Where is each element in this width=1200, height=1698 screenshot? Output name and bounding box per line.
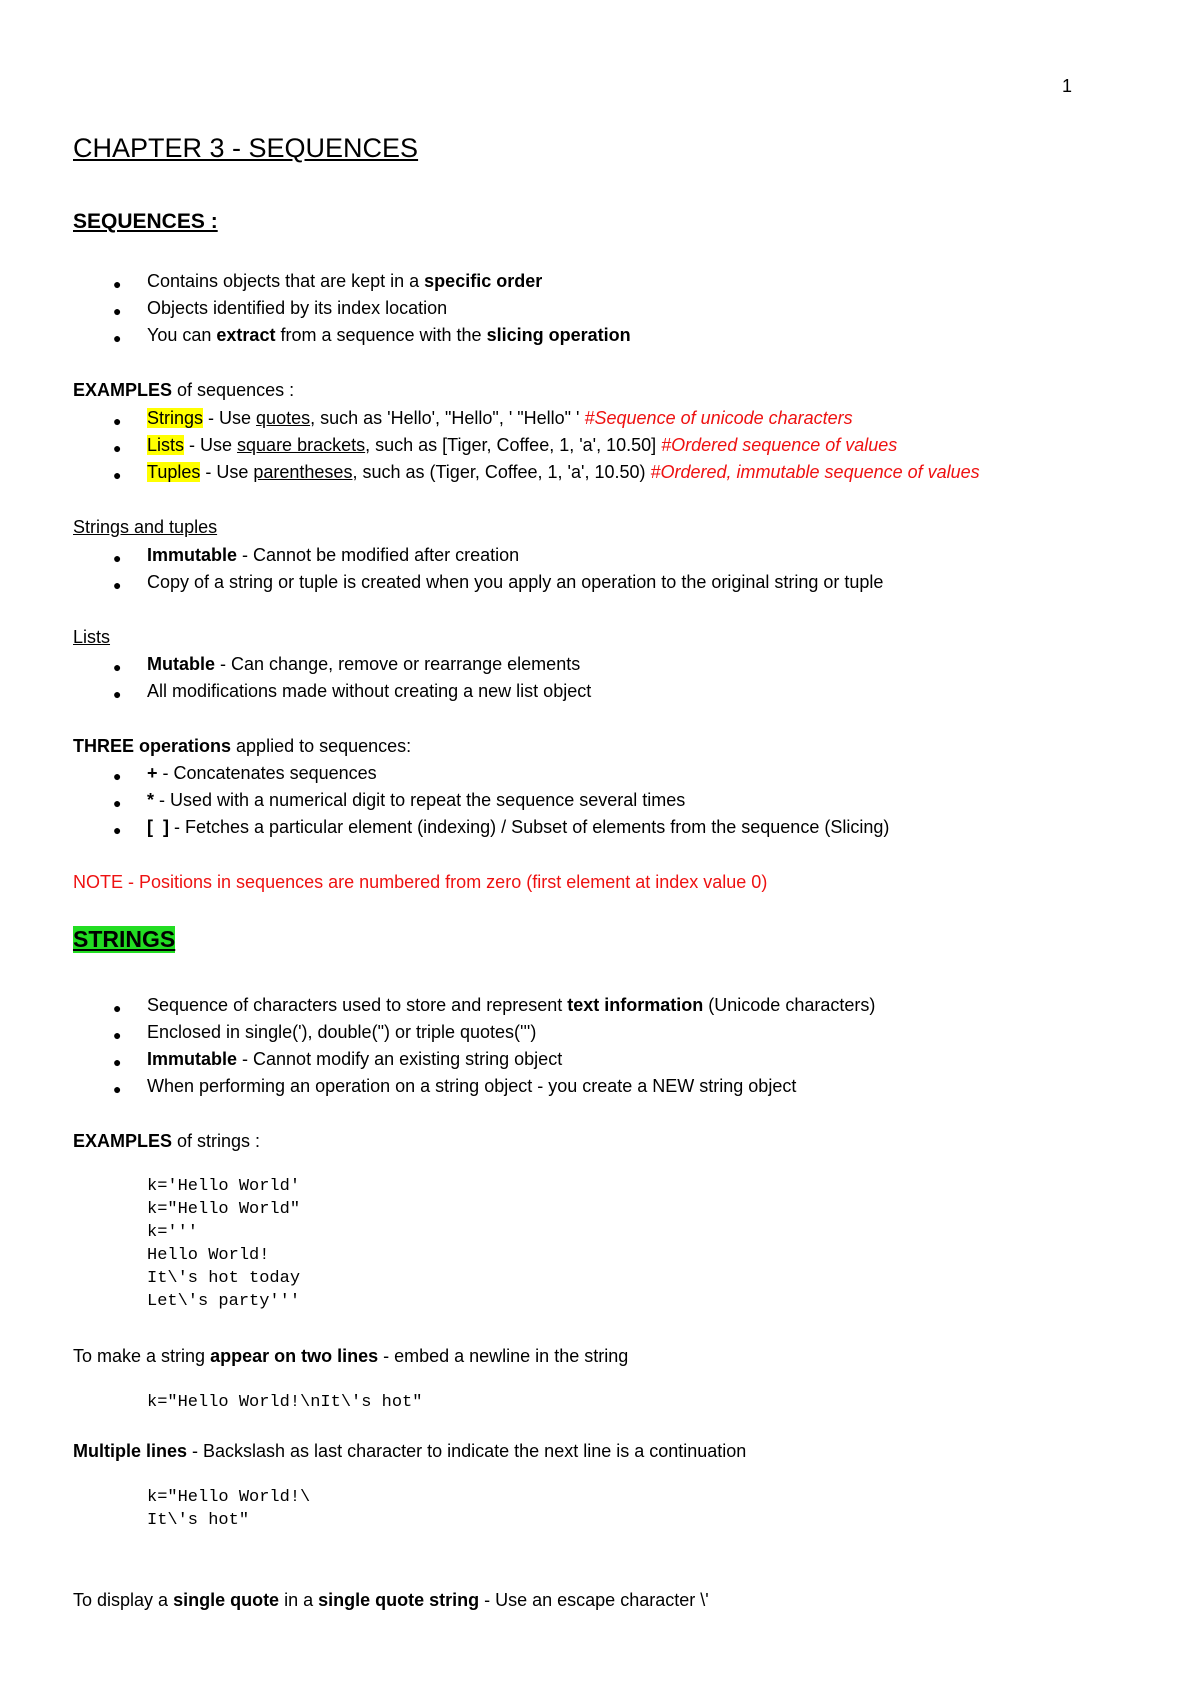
list-item: Enclosed in single('), double(") or triple quotes(''') — [147, 1022, 537, 1042]
code-block: k="Hello World!\ It\'s hot" — [147, 1488, 311, 1530]
list-item: Copy of a string or tuple is created when you apply an operation to the original string or tuple — [147, 572, 884, 592]
list-item: Tuples - Use parentheses, such as (Tiger, Coffee, 1, 'a', 10.50) #Ordered, immutable sequence of values — [147, 462, 980, 482]
two-lines-text: To make a string appear on two lines - embed a newline in the string — [73, 1346, 629, 1366]
strings-heading: STRINGS — [73, 926, 176, 952]
bullet-icon: ● — [113, 440, 122, 456]
list-item: All modifications made without creating a new list object — [147, 681, 592, 701]
bullet-icon: ● — [113, 330, 122, 346]
sequences-heading: SEQUENCES : — [73, 210, 218, 233]
list-item: Objects identified by its index location — [147, 298, 448, 318]
list-item: Contains objects that are kept in a specific order — [147, 271, 543, 291]
list-item: Mutable - Can change, remove or rearrange elements — [147, 654, 581, 674]
list-item: Immutable - Cannot be modified after creation — [147, 545, 520, 565]
bullet-icon: ● — [113, 686, 122, 702]
examples-sequences-label: EXAMPLES of sequences : — [73, 380, 295, 400]
bullet-icon: ● — [113, 303, 122, 319]
bullet-icon: ● — [113, 577, 122, 593]
lists-heading: Lists — [73, 627, 111, 647]
list-item: * - Used with a numerical digit to repeat the sequence several times — [147, 790, 686, 810]
bullet-icon: ● — [113, 1027, 122, 1043]
list-item: Strings - Use quotes, such as 'Hello', "Hello", ' "Hello" ' #Sequence of unicode characters — [147, 408, 853, 428]
list-item: When performing an operation on a string object - you create a NEW string object — [147, 1076, 797, 1096]
bullet-icon: ● — [113, 413, 122, 429]
single-quote-text: To display a single quote in a single quote string - Use an escape character \' — [73, 1590, 709, 1610]
operations-label: THREE operations applied to sequences: — [73, 736, 412, 756]
bullet-icon: ● — [113, 1000, 122, 1016]
bullet-icon: ● — [113, 822, 122, 838]
bullet-icon: ● — [113, 467, 122, 483]
list-item: You can extract from a sequence with the slicing operation — [147, 325, 631, 345]
list-item: + - Concatenates sequences — [147, 763, 377, 783]
list-item: [ ] - Fetches a particular element (indexing) / Subset of elements from the sequence (Slicing) — [147, 817, 890, 837]
list-item: Immutable - Cannot modify an existing string object — [147, 1049, 563, 1069]
list-item: Lists - Use square brackets, such as [Tiger, Coffee, 1, 'a', 10.50] #Ordered sequence of values — [147, 435, 898, 455]
page-number: 1 — [1061, 76, 1072, 96]
bullet-icon: ● — [113, 795, 122, 811]
multiple-lines-text: Multiple lines - Backslash as last character to indicate the next line is a continuation — [73, 1441, 747, 1461]
code-block: k='Hello World' k="Hello World" k=''' Hello World! It\'s hot today Let\'s party''' — [147, 1177, 301, 1311]
code-block: k="Hello World!\nIt\'s hot" — [147, 1393, 423, 1412]
list-item: Sequence of characters used to store and represent text information (Unicode characters) — [147, 995, 876, 1015]
bullet-icon: ● — [113, 659, 122, 675]
bullet-icon: ● — [113, 1081, 122, 1097]
note-text: NOTE - Positions in sequences are numbered from zero (first element at index value 0) — [73, 872, 768, 892]
examples-strings-label: EXAMPLES of strings : — [73, 1131, 261, 1151]
bullet-icon: ● — [113, 550, 122, 566]
bullet-icon: ● — [113, 276, 122, 292]
strings-tuples-heading: Strings and tuples — [73, 517, 218, 537]
chapter-title: CHAPTER 3 - SEQUENCES — [73, 133, 419, 163]
bullet-icon: ● — [113, 768, 122, 784]
bullet-icon: ● — [113, 1054, 122, 1070]
